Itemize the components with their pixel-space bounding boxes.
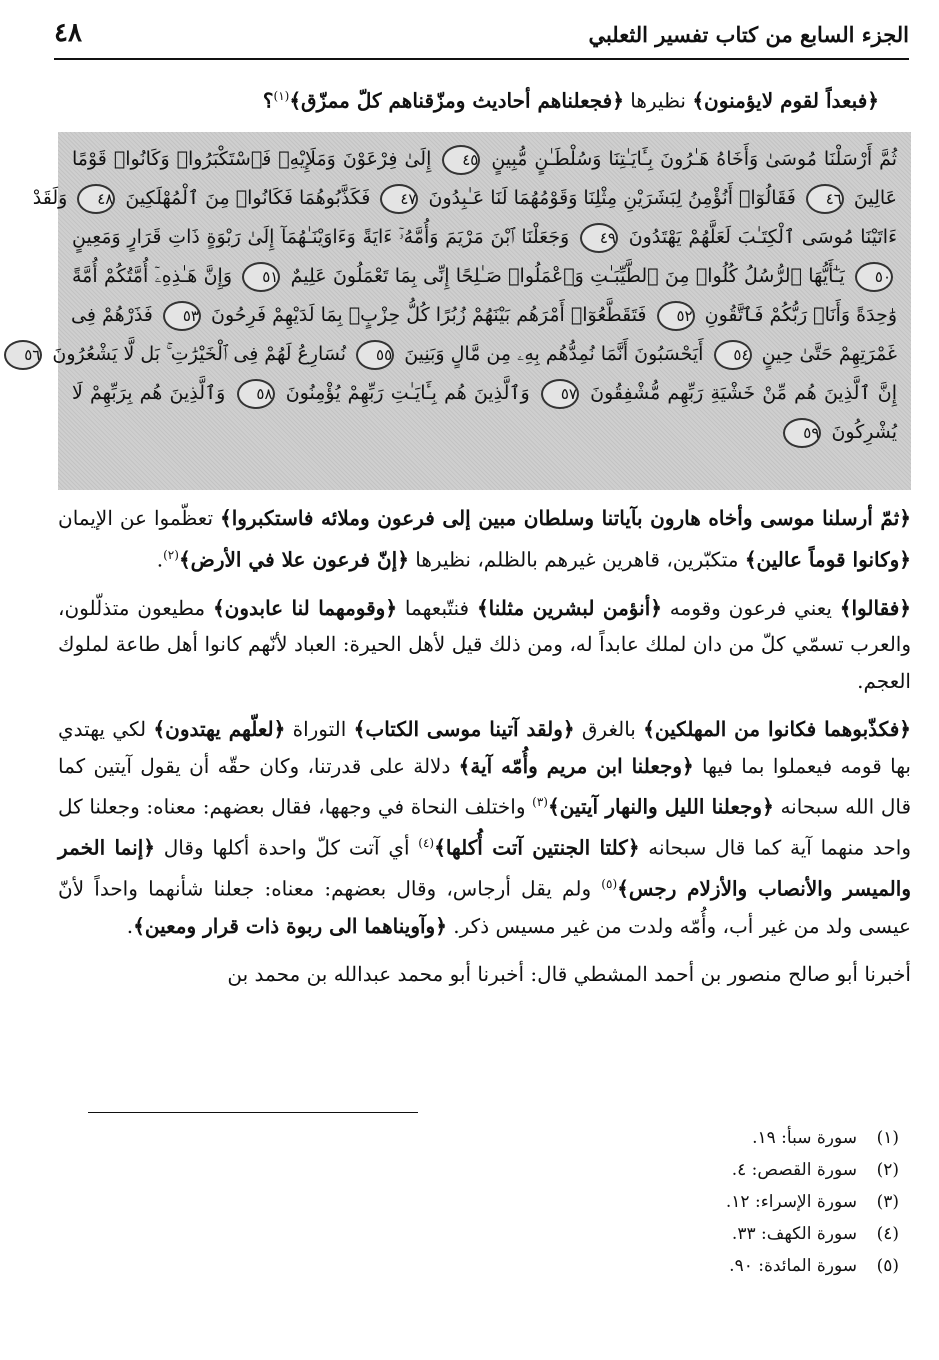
footnote-item (599, 1218, 899, 1250)
ayah-number-marker: ٥٧ (541, 379, 579, 409)
quran-quote: ﴿أنؤمن لبشرين مثلنا﴾ (476, 595, 662, 620)
page-header (54, 14, 909, 60)
quran-quote: ﴿وكانوا قوماً عالين﴾ (744, 547, 911, 572)
ayah-number-marker: ٥٣ (163, 301, 201, 331)
ayah-number-marker: ٤٧ (380, 184, 418, 214)
punctuation: ؟ (262, 88, 274, 113)
footnote-number: (٣) (876, 1192, 899, 1212)
verse-text: فَتَقَطَّعُوٓا۟ أَمْرَهُم بَيْنَهُمْ زُبُرًا كُلُّ حِزْبٍۭ بِمَا لَدَيْهِمْ فَرِحُونَ (210, 304, 647, 326)
ayah-number-marker: ٤٨ (77, 184, 115, 214)
punctuation: . (126, 913, 134, 938)
quran-quote: ﴿إنما الخمر والميسر والأنصاب والأزلام رجس﴾ (58, 835, 911, 902)
quran-line (72, 140, 897, 179)
quran-quote: ﴿فبعداً لقوم لايؤمنون﴾ (692, 88, 879, 113)
running-title: الجزء السابع من كتاب تفسير الثعلبي (588, 22, 909, 47)
ayah-number-marker: ٤٦ (806, 184, 844, 214)
quran-quote: ﴿وجعلنا الليل والنهار آيتين﴾ (547, 794, 774, 819)
commentary-text: مطيعون متذلّلون، والعرب تسمّي كلّ من دان لملك عابداً له، ومن ذلك قيل لأهل الحيرة: العباد لأنّهم كانوا أهل طاعة لملوك العجم. (58, 595, 911, 693)
verse-text: وَإِنَّ هَـٰذِهِۦٓ أُمَّتُكُمْ أُمَّةً (72, 265, 233, 287)
commentary-text: فنتّبعهما (397, 595, 477, 620)
ayah-number-marker: ٤٩ (580, 223, 618, 253)
footnote-item (599, 1250, 899, 1282)
quran-quote: ﴿ثمّ أرسلنا موسى وأخاه هارون بآياتنا وسلطان مبين إلى فرعون وملائه فاستكبروا﴾ (219, 506, 911, 530)
quran-quote: ﴿لعلّهم يهتدون﴾ (153, 717, 286, 742)
footnote-text: سورة سبأ: ١٩. (752, 1128, 857, 1148)
quran-quote: ﴿ولقد آتينا موسى الكتاب﴾ (353, 717, 575, 742)
ayah-number-marker: ٤٥ (442, 145, 480, 175)
commentary-text: ولم يقل أرجاس، وقال بعضهم: معناه: جعلنا شأنهما واحداً لأنّ عيسى ولد من غير أب، وأُمّه ولدت من غير مسيس ذكر. (58, 877, 911, 938)
commentary-text: بالغرق (574, 717, 644, 742)
commentary-text: واختلف النحاة في وجهها، فقال بعضهم: معناه: وجعلنا كل واحد منهما آية كما قال سبحانه (58, 794, 912, 860)
verse-text: وَٱلَّذِينَ هُم بِرَبِّهِمْ لَا (72, 382, 226, 404)
footnote-ref: (٣) (532, 795, 548, 810)
quran-quote: ﴿فجعلناهم أحاديث ومزّقناهم كلّ ممزّق﴾ (289, 88, 624, 113)
commentary-text: دلالة على قدرتنا، وكان حقّه أن يقول آيتين كما قال الله سبحانه (58, 753, 912, 819)
quran-quote: ﴿وآويناهما الى ربوة ذات قرار ومعين﴾ (133, 913, 447, 938)
quran-text-box (24, 132, 911, 490)
commentary-paragraph: أخبرنا أبو صالح منصور بن أحمد المشطي قال: أخبرنا أبو محمد عبدالله بن محمد بن (227, 962, 911, 987)
commentary-text: نظيرها (623, 88, 693, 113)
page-number: ٤٨ (54, 18, 82, 48)
ayah-number-marker: ٥٦ (4, 340, 42, 370)
ayah-number-marker: ٥٥ (356, 340, 394, 370)
footnote-text: سورة المائدة: ٩٠. (729, 1256, 857, 1276)
commentary-body (58, 500, 911, 1005)
ayah-number-marker: ٥٩ (783, 418, 821, 448)
quran-quote: ﴿وقومهما لنا عابدون﴾ (212, 595, 398, 620)
verse-text: وَٰحِدَةً وَأَنَا۠ رَبُّكُمْ فَٱتَّقُونِ (704, 304, 897, 326)
commentary-text: التوراة (285, 717, 354, 742)
verse-text: عَالِينَ (853, 187, 897, 209)
footnote-item (599, 1186, 899, 1218)
quran-line (72, 218, 897, 257)
verse-text: وَلَقَدْ (32, 187, 68, 209)
quran-quote: ﴿إنّ فرعون علا في الأرض﴾ (178, 547, 409, 572)
verse-text: إِنَّ ٱلَّذِينَ هُم مِّنْ خَشْيَةِ رَبِّهِم مُّشْفِقُونَ (590, 382, 897, 404)
footnote-ref: (٤) (418, 836, 435, 851)
quran-line (72, 374, 897, 413)
punctuation: . (156, 547, 164, 572)
verse-text: يَـٰٓأَيُّهَا ٱلرُّسُلُ كُلُوا۟ مِنَ ٱلطَّيِّبَـٰتِ وَٱعْمَلُوا۟ صَـٰلِحًا إِنِّى بِمَا تَعْمَلُونَ عَلِيمٌ (290, 265, 845, 287)
commentary-paragraph (58, 590, 911, 700)
footnote-divider (88, 1112, 418, 1113)
verse-text: نُسَارِعُ لَهُمْ فِى ٱلْخَيْرَٰتِ ۚ بَل لَّا يَشْعُرُونَ (52, 343, 347, 365)
footnote-item (599, 1154, 899, 1186)
commentary-text: لكي يهتدي بها قومه فيعملوا بما فيها (58, 717, 911, 778)
verse-text: فَكَذَّبُوهُمَا فَكَانُوا۟ مِنَ ٱلْمُهْلَكِينَ (125, 187, 371, 209)
footnote-number: (٥) (876, 1256, 899, 1276)
ayah-number-marker: ٥١ (242, 262, 280, 292)
intro-line (126, 78, 879, 119)
quran-line (72, 296, 897, 335)
quran-quote: ﴿فقالوا﴾ (839, 595, 911, 620)
commentary-text: أي آتت كلّ واحدة أكلها وقال (155, 835, 419, 860)
footnote-text: سورة الإسراء: ١٢. (725, 1192, 857, 1212)
ayah-number-marker: ٥٨ (237, 379, 275, 409)
verse-text: ءَاتَيْنَا مُوسَى ٱلْكِتَـٰبَ لَعَلَّهُمْ يَهْتَدُونَ (628, 226, 898, 248)
quran-quote: ﴿كلتا الجنتين آتت أُكلها﴾ (434, 835, 640, 860)
footnote-number: (٢) (876, 1160, 899, 1180)
footnote-text: سورة الكهف: ٣٣. (731, 1224, 857, 1244)
footnote-ref: (١) (273, 89, 290, 103)
verse-text: فَقَالُوٓا۟ أَنُؤْمِنُ لِبَشَرَيْنِ مِثْلِنَا وَقَوْمُهُمَا لَنَا عَـٰبِدُونَ (428, 187, 796, 209)
footnote-number: (٤) (876, 1224, 899, 1244)
verse-text: أَيَحْسَبُونَ أَنَّمَا نُمِدُّهُم بِهِۦ مِن مَّالٍ وَبَنِينَ (404, 343, 704, 365)
footnote-item (599, 1122, 899, 1154)
quran-line (72, 257, 897, 296)
verse-text: وَٱلَّذِينَ هُم بِـَٔايَـٰتِ رَبِّهِمْ يُؤْمِنُونَ (285, 382, 530, 404)
ayah-number-marker: ٥٢ (657, 301, 695, 331)
commentary-paragraph (58, 500, 911, 578)
quran-line (32, 179, 897, 218)
commentary-text: يعني فرعون وقومه (661, 595, 840, 620)
verse-text: فَذَرْهُمْ فِى (71, 304, 153, 326)
ayah-number-marker: ٥٠ (855, 262, 893, 292)
quran-quote: ﴿وجعلنا ابن مريم وأُمّه آية﴾ (458, 753, 694, 778)
commentary-text: تعظّموا عن الإيمان (58, 506, 220, 530)
footnote-ref: (٥) (601, 877, 618, 892)
verse-text: ثُمَّ أَرْسَلْنَا مُوسَىٰ وَأَخَاهُ هَـٰرُونَ بِـَٔايَـٰتِنَا وَسُلْطَـٰنٍ مُّبِينٍ (491, 148, 898, 170)
quran-line (24, 335, 897, 374)
quran-quote: ﴿فكذّبوهما فكانوا من المهلكين﴾ (643, 717, 911, 742)
verse-text: يُشْرِكُونَ (831, 421, 897, 443)
footnotes (599, 1122, 899, 1282)
footnote-number: (١) (876, 1128, 899, 1148)
verse-text: وَجَعَلْنَا ٱبْنَ مَرْيَمَ وَأُمَّهُۥٓ ءَايَةً وَءَاوَيْنَـٰهُمَآ إِلَىٰ رَبْوَةٍ ذَاتِ قَرَارٍ وَمَعِينٍ (72, 226, 570, 248)
quran-line (72, 413, 897, 452)
verse-text: غَمْرَتِهِمْ حَتَّىٰ حِينٍ (761, 343, 897, 365)
commentary-paragraph (58, 711, 911, 944)
ayah-number-marker: ٥٤ (714, 340, 752, 370)
footnote-text: سورة القصص: ٤. (731, 1160, 857, 1180)
commentary-text: متكبّرين، قاهرين غيرهم بالظلم، نظيرها (408, 547, 745, 572)
footnote-ref: (٢) (163, 547, 179, 562)
verse-text: إِلَىٰ فِرْعَوْنَ وَمَلَإِيْهِۦ فَٱسْتَكْبَرُوا۟ وَكَانُوا۟ قَوْمًا (72, 148, 432, 170)
